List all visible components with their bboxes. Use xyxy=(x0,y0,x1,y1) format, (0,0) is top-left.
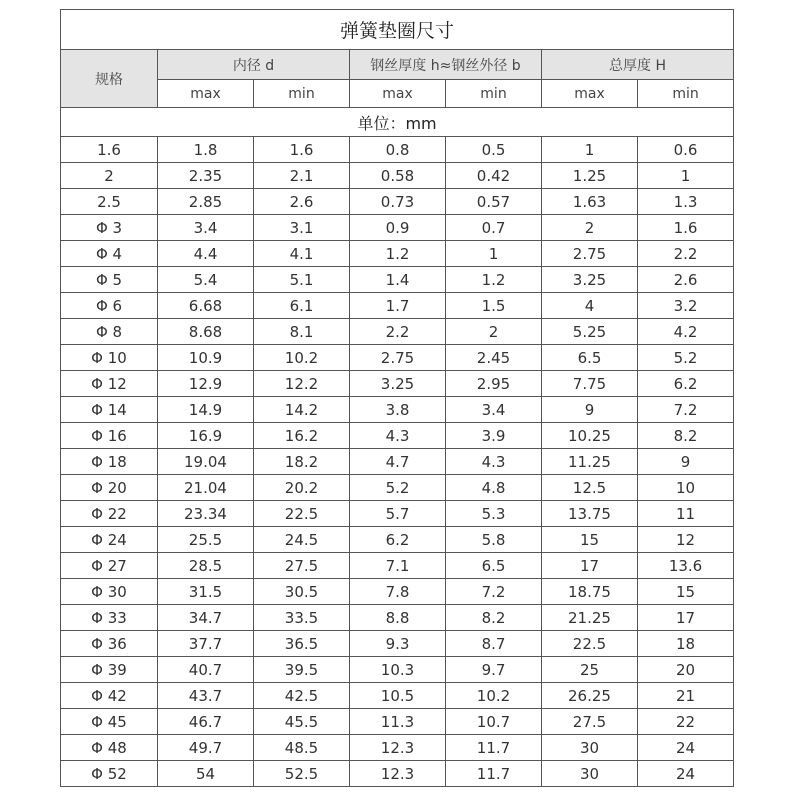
table-row xyxy=(61,501,734,527)
total-max-cell: 11.25 xyxy=(542,449,638,475)
inner-max-cell: 3.4 xyxy=(158,215,254,241)
inner-min-cell: 45.5 xyxy=(254,709,350,735)
spec-cell: Φ 33 xyxy=(61,605,158,631)
thickness-min-cell: 8.7 xyxy=(446,631,542,657)
total-min-cell: 8.2 xyxy=(638,423,734,449)
total-min-cell: 7.2 xyxy=(638,397,734,423)
spec-cell: Φ 8 xyxy=(61,319,158,345)
thickness-min-cell: 1 xyxy=(446,241,542,267)
thickness-min-cell: 6.5 xyxy=(446,553,542,579)
inner-max-cell: 14.9 xyxy=(158,397,254,423)
inner-max-cell: 31.5 xyxy=(158,579,254,605)
inner-min-cell: 10.2 xyxy=(254,345,350,371)
total-max-cell: 10.25 xyxy=(542,423,638,449)
thickness-max-cell: 6.2 xyxy=(350,527,446,553)
thickness-max-cell: 0.8 xyxy=(350,137,446,163)
inner-max-cell: 54 xyxy=(158,761,254,787)
total-min-cell: 15 xyxy=(638,579,734,605)
total-max-cell: 1 xyxy=(542,137,638,163)
thickness-min-cell: 2 xyxy=(446,319,542,345)
total-min-cell: 12 xyxy=(638,527,734,553)
thickness-max-cell: 2.75 xyxy=(350,345,446,371)
inner-max-cell: 16.9 xyxy=(158,423,254,449)
spec-cell: Φ 24 xyxy=(61,527,158,553)
total-max-cell: 7.75 xyxy=(542,371,638,397)
total-min-cell: 1 xyxy=(638,163,734,189)
table-row xyxy=(61,319,734,345)
spec-cell: 1.6 xyxy=(61,137,158,163)
spring-washer-table xyxy=(60,9,734,787)
inner-min-cell: 30.5 xyxy=(254,579,350,605)
table-row xyxy=(61,761,734,787)
table-row xyxy=(61,553,734,579)
thickness-min-cell: 9.7 xyxy=(446,657,542,683)
inner-max-cell: 21.04 xyxy=(158,475,254,501)
total-min-cell: 0.6 xyxy=(638,137,734,163)
table-row xyxy=(61,345,734,371)
total-max-cell: 9 xyxy=(542,397,638,423)
thickness-max-cell: 8.8 xyxy=(350,605,446,631)
thickness-max-cell: 1.2 xyxy=(350,241,446,267)
thickness-max-header: max xyxy=(350,80,446,108)
spec-cell: Φ 10 xyxy=(61,345,158,371)
spec-header: 规格 xyxy=(61,50,158,108)
total-max-cell: 3.25 xyxy=(542,267,638,293)
inner-max-cell: 49.7 xyxy=(158,735,254,761)
thickness-min-cell: 1.2 xyxy=(446,267,542,293)
inner-max-cell: 1.8 xyxy=(158,137,254,163)
total-min-cell: 24 xyxy=(638,735,734,761)
thickness-min-cell: 2.95 xyxy=(446,371,542,397)
inner-max-cell: 12.9 xyxy=(158,371,254,397)
thickness-min-cell: 0.7 xyxy=(446,215,542,241)
inner-min-cell: 42.5 xyxy=(254,683,350,709)
total-min-cell: 22 xyxy=(638,709,734,735)
total-max-cell: 30 xyxy=(542,761,638,787)
total-min-cell: 2.2 xyxy=(638,241,734,267)
spec-cell: 2.5 xyxy=(61,189,158,215)
thickness-max-cell: 12.3 xyxy=(350,735,446,761)
inner-max-cell: 8.68 xyxy=(158,319,254,345)
total-min-cell: 6.2 xyxy=(638,371,734,397)
total-min-cell: 10 xyxy=(638,475,734,501)
total-max-cell: 1.63 xyxy=(542,189,638,215)
thickness-min-cell: 5.3 xyxy=(446,501,542,527)
inner-max-header: max xyxy=(158,80,254,108)
thickness-max-cell: 2.2 xyxy=(350,319,446,345)
thickness-min-cell: 11.7 xyxy=(446,761,542,787)
inner-min-cell: 18.2 xyxy=(254,449,350,475)
thickness-min-cell: 3.4 xyxy=(446,397,542,423)
inner-min-cell: 4.1 xyxy=(254,241,350,267)
inner-max-cell: 6.68 xyxy=(158,293,254,319)
total-max-cell: 17 xyxy=(542,553,638,579)
total-min-cell: 21 xyxy=(638,683,734,709)
inner-min-cell: 24.5 xyxy=(254,527,350,553)
thickness-max-cell: 12.3 xyxy=(350,761,446,787)
thickness-max-cell: 0.9 xyxy=(350,215,446,241)
thickness-max-cell: 5.2 xyxy=(350,475,446,501)
total-min-cell: 5.2 xyxy=(638,345,734,371)
inner-diameter-header: 内径 d xyxy=(158,50,350,80)
thickness-min-cell: 4.3 xyxy=(446,449,542,475)
table-row xyxy=(61,241,734,267)
table-row xyxy=(61,137,734,163)
total-min-cell: 9 xyxy=(638,449,734,475)
total-max-cell: 22.5 xyxy=(542,631,638,657)
inner-min-cell: 2.6 xyxy=(254,189,350,215)
spec-cell: Φ 4 xyxy=(61,241,158,267)
spec-cell: Φ 30 xyxy=(61,579,158,605)
total-min-cell: 24 xyxy=(638,761,734,787)
thickness-min-cell: 10.7 xyxy=(446,709,542,735)
inner-min-cell: 20.2 xyxy=(254,475,350,501)
total-max-cell: 21.25 xyxy=(542,605,638,631)
thickness-min-cell: 1.5 xyxy=(446,293,542,319)
inner-min-cell: 2.1 xyxy=(254,163,350,189)
thickness-min-cell: 0.42 xyxy=(446,163,542,189)
total-max-header: max xyxy=(542,80,638,108)
spec-cell: Φ 3 xyxy=(61,215,158,241)
table-row xyxy=(61,657,734,683)
total-max-cell: 18.75 xyxy=(542,579,638,605)
thickness-min-cell: 2.45 xyxy=(446,345,542,371)
table-row xyxy=(61,397,734,423)
inner-min-cell: 33.5 xyxy=(254,605,350,631)
inner-min-cell: 48.5 xyxy=(254,735,350,761)
thickness-max-cell: 4.7 xyxy=(350,449,446,475)
total-thickness-header: 总厚度 H xyxy=(542,50,734,80)
inner-min-cell: 3.1 xyxy=(254,215,350,241)
inner-max-cell: 19.04 xyxy=(158,449,254,475)
table-row xyxy=(61,683,734,709)
total-max-cell: 6.5 xyxy=(542,345,638,371)
inner-min-cell: 14.2 xyxy=(254,397,350,423)
inner-max-cell: 4.4 xyxy=(158,241,254,267)
total-min-cell: 13.6 xyxy=(638,553,734,579)
spec-cell: Φ 18 xyxy=(61,449,158,475)
table-row xyxy=(61,293,734,319)
thickness-min-cell: 0.57 xyxy=(446,189,542,215)
spec-cell: Φ 12 xyxy=(61,371,158,397)
thickness-max-cell: 0.73 xyxy=(350,189,446,215)
spec-cell: Φ 42 xyxy=(61,683,158,709)
table-row xyxy=(61,267,734,293)
table-row xyxy=(61,371,734,397)
total-min-cell: 2.6 xyxy=(638,267,734,293)
table-row xyxy=(61,475,734,501)
total-min-cell: 3.2 xyxy=(638,293,734,319)
total-max-cell: 27.5 xyxy=(542,709,638,735)
inner-min-cell: 39.5 xyxy=(254,657,350,683)
inner-max-cell: 23.34 xyxy=(158,501,254,527)
table-row xyxy=(61,631,734,657)
inner-min-cell: 6.1 xyxy=(254,293,350,319)
inner-min-cell: 8.1 xyxy=(254,319,350,345)
total-min-cell: 11 xyxy=(638,501,734,527)
thickness-max-cell: 7.1 xyxy=(350,553,446,579)
thickness-max-cell: 10.5 xyxy=(350,683,446,709)
spec-cell: Φ 14 xyxy=(61,397,158,423)
total-min-cell: 17 xyxy=(638,605,734,631)
thickness-min-cell: 7.2 xyxy=(446,579,542,605)
thickness-max-cell: 1.7 xyxy=(350,293,446,319)
table-row xyxy=(61,709,734,735)
thickness-max-cell: 11.3 xyxy=(350,709,446,735)
inner-min-cell: 12.2 xyxy=(254,371,350,397)
inner-min-cell: 22.5 xyxy=(254,501,350,527)
spec-cell: Φ 22 xyxy=(61,501,158,527)
total-max-cell: 13.75 xyxy=(542,501,638,527)
thickness-min-cell: 3.9 xyxy=(446,423,542,449)
table-row xyxy=(61,527,734,553)
spec-cell: Φ 45 xyxy=(61,709,158,735)
total-min-header: min xyxy=(638,80,734,108)
thickness-max-cell: 3.25 xyxy=(350,371,446,397)
table-row xyxy=(61,579,734,605)
thickness-min-header: min xyxy=(446,80,542,108)
inner-min-cell: 36.5 xyxy=(254,631,350,657)
thickness-max-cell: 7.8 xyxy=(350,579,446,605)
total-max-cell: 2 xyxy=(542,215,638,241)
table-row xyxy=(61,215,734,241)
spec-cell: Φ 5 xyxy=(61,267,158,293)
thickness-min-cell: 4.8 xyxy=(446,475,542,501)
inner-max-cell: 28.5 xyxy=(158,553,254,579)
thickness-min-cell: 10.2 xyxy=(446,683,542,709)
inner-min-cell: 27.5 xyxy=(254,553,350,579)
total-max-cell: 2.75 xyxy=(542,241,638,267)
inner-max-cell: 5.4 xyxy=(158,267,254,293)
thickness-min-cell: 11.7 xyxy=(446,735,542,761)
total-max-cell: 15 xyxy=(542,527,638,553)
inner-min-cell: 5.1 xyxy=(254,267,350,293)
inner-min-cell: 16.2 xyxy=(254,423,350,449)
total-max-cell: 1.25 xyxy=(542,163,638,189)
spec-cell: Φ 27 xyxy=(61,553,158,579)
inner-max-cell: 43.7 xyxy=(158,683,254,709)
total-max-cell: 25 xyxy=(542,657,638,683)
inner-max-cell: 46.7 xyxy=(158,709,254,735)
table-row xyxy=(61,423,734,449)
table-row xyxy=(61,449,734,475)
spec-cell: 2 xyxy=(61,163,158,189)
inner-max-cell: 34.7 xyxy=(158,605,254,631)
unit-label: 单位：mm xyxy=(61,108,734,137)
spec-cell: Φ 39 xyxy=(61,657,158,683)
spec-cell: Φ 20 xyxy=(61,475,158,501)
spec-cell: Φ 48 xyxy=(61,735,158,761)
table-row xyxy=(61,605,734,631)
thickness-min-cell: 8.2 xyxy=(446,605,542,631)
total-max-cell: 30 xyxy=(542,735,638,761)
inner-min-header: min xyxy=(254,80,350,108)
inner-min-cell: 52.5 xyxy=(254,761,350,787)
total-min-cell: 4.2 xyxy=(638,319,734,345)
inner-max-cell: 37.7 xyxy=(158,631,254,657)
inner-max-cell: 40.7 xyxy=(158,657,254,683)
total-min-cell: 20 xyxy=(638,657,734,683)
total-max-cell: 26.25 xyxy=(542,683,638,709)
spec-cell: Φ 16 xyxy=(61,423,158,449)
spec-cell: Φ 36 xyxy=(61,631,158,657)
total-min-cell: 1.3 xyxy=(638,189,734,215)
thickness-max-cell: 0.58 xyxy=(350,163,446,189)
thickness-max-cell: 9.3 xyxy=(350,631,446,657)
thickness-max-cell: 10.3 xyxy=(350,657,446,683)
inner-max-cell: 2.35 xyxy=(158,163,254,189)
inner-max-cell: 2.85 xyxy=(158,189,254,215)
total-max-cell: 12.5 xyxy=(542,475,638,501)
inner-max-cell: 10.9 xyxy=(158,345,254,371)
total-max-cell: 4 xyxy=(542,293,638,319)
thickness-max-cell: 1.4 xyxy=(350,267,446,293)
table-title: 弹簧垫圈尺寸 xyxy=(61,10,734,50)
table-row xyxy=(61,163,734,189)
thickness-max-cell: 4.3 xyxy=(350,423,446,449)
table-row xyxy=(61,735,734,761)
total-max-cell: 5.25 xyxy=(542,319,638,345)
thickness-min-cell: 0.5 xyxy=(446,137,542,163)
total-min-cell: 18 xyxy=(638,631,734,657)
thickness-max-cell: 3.8 xyxy=(350,397,446,423)
inner-max-cell: 25.5 xyxy=(158,527,254,553)
inner-min-cell: 1.6 xyxy=(254,137,350,163)
wire-thickness-header: 钢丝厚度 h≈钢丝外径 b xyxy=(350,50,542,80)
spec-cell: Φ 6 xyxy=(61,293,158,319)
table-row xyxy=(61,189,734,215)
total-min-cell: 1.6 xyxy=(638,215,734,241)
spec-cell: Φ 52 xyxy=(61,761,158,787)
thickness-max-cell: 5.7 xyxy=(350,501,446,527)
thickness-min-cell: 5.8 xyxy=(446,527,542,553)
